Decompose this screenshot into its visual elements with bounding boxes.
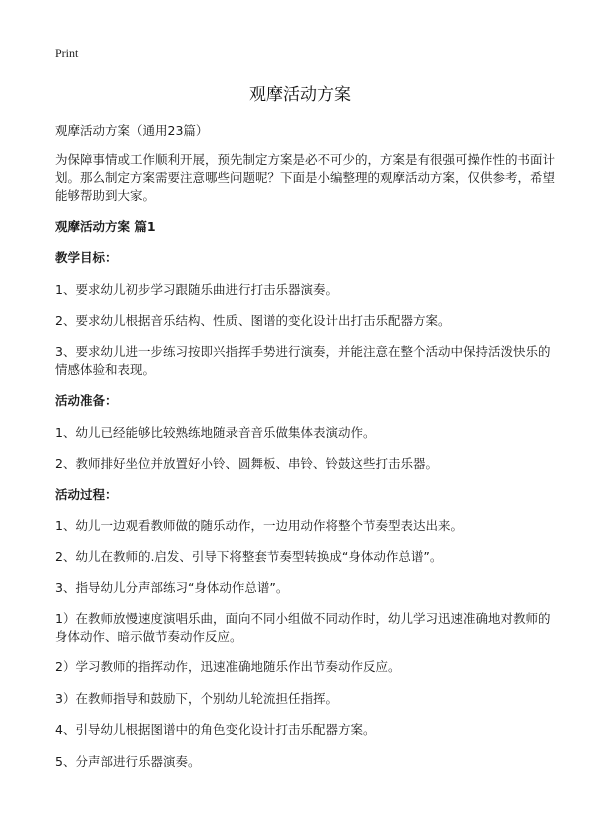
prep-heading: 活动准备： xyxy=(55,393,118,408)
document-subtitle: 观摩活动方案（通用23篇） xyxy=(55,123,209,138)
process-item: 3、指导幼儿分声部练习“身体动作总谱”。 xyxy=(55,580,289,595)
prep-item: 1、幼儿已经能够比较熟练地随录音音乐做集体表演动作。 xyxy=(55,425,376,440)
process-item: 2）学习教师的指挥动作，迅速准确地随乐作出节奏动作反应。 xyxy=(55,659,401,674)
goal-item: 3、要求幼儿进一步练习按即兴指挥手势进行演奏，并能注意在整个活动中保持活泼快乐的情感体验和表现。 xyxy=(55,344,551,377)
process-item: 2、幼儿在教师的.启发、引导下将整套节奏型转换成“身体动作总谱”。 xyxy=(55,549,443,564)
goals-heading: 教学目标： xyxy=(55,250,118,265)
prep-item: 2、教师排好坐位并放置好小铃、圆舞板、串铃、铃鼓这些打击乐器。 xyxy=(55,456,438,471)
process-item: 1、幼儿一边观看教师做的随乐动作，一边用动作将整个节奏型表达出来。 xyxy=(55,518,463,533)
process-item: 3）在教师指导和鼓励下，个别幼儿轮流担任指挥。 xyxy=(55,691,338,706)
goal-item: 1、要求幼儿初步学习跟随乐曲进行打击乐器演奏。 xyxy=(55,282,338,297)
process-item: 5、分声部进行乐器演奏。 xyxy=(55,754,201,769)
process-item: 4、引导幼儿根据图谱中的角色变化设计打击乐配器方案。 xyxy=(55,722,376,737)
process-heading: 活动过程： xyxy=(55,487,118,502)
goal-item: 2、要求幼儿根据音乐结构、性质、图谱的变化设计出打击乐配器方案。 xyxy=(55,313,451,328)
print-link[interactable]: Print xyxy=(55,46,79,60)
process-item: 1）在教师放慢速度演唱乐曲，面向不同小组做不同动作时，幼儿学习迅速准确地对教师的身体动作、暗示做节奏动作反应。 xyxy=(55,611,551,644)
intro-paragraph: 为保障事情或工作顺利开展，预先制定方案是必不可少的，方案是有很强可操作性的书面计划。那么制定方案需要注意哪些问题呢？下面是小编整理的观摩活动方案，仅供参考，希望能够帮助到大家。 xyxy=(55,152,556,203)
page-title: 观摩活动方案 xyxy=(249,85,351,105)
article-heading: 观摩活动方案 篇1 xyxy=(55,219,156,234)
